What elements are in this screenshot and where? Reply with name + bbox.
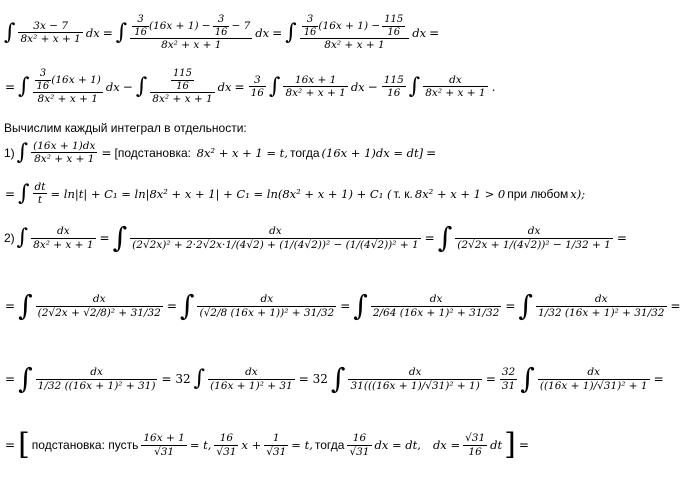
fraction: $\frac{3}{16}$ (16x + 1) − $\frac{115}{16}$ 8x² + x + 1: [300, 14, 410, 51]
fraction: $\frac{\frac{115}{16}}{\text{8x² + x + 1}}$: [152, 68, 213, 105]
equation-line-5: 2) ∫ $\frac{dx}{\text{8x² + x + 1}}$ = ∫ $\frac{dx}{\text{(2√2x)² + 2·2√2x·1/(4√2) + (1/(4√2))² − (1/(4√2))² + 1}}$ = ∫ $\frac{dx}{\text{(2√2x + 1/(4√2))² − 1/32 + 1}}$ =: [4, 221, 627, 254]
integral-sign: ∫: [18, 289, 33, 322]
integral-sign: ∫: [135, 73, 148, 99]
integral-sign: ∫: [353, 289, 368, 322]
integral-sign: ∫: [330, 362, 346, 395]
integral-sign: ∫: [4, 19, 16, 45]
integral-sign: ∫: [437, 221, 453, 254]
fraction: $\frac{3x - 7}{\text{8x² + x + 1}}$: [20, 19, 81, 46]
integral-sign: ∫: [18, 180, 30, 206]
integral-sign: ∫: [112, 221, 128, 254]
integral-sign: ∫: [179, 289, 195, 322]
integral-sign: ∫: [16, 139, 29, 165]
equation-line-8: = [ подстановка: пусть $\frac{16x + 1}{√31}$ = t, $\frac{16}{√31}$ x + $\frac{1}{√31}$ = t, тогда $\frac{16}{√31}$ dx = dt, dx = $\frac{√31}{16}$ dt ] =: [5, 427, 529, 462]
equation-line-4: = ∫ $\frac{dt}{t}$ = ln|t| + C₁ = ln|8x² + x + 1| + C₁ = ln(8x² + x + 1) + C₁ ( т. к. 8x² + x + 1 > 0 при любом x);: [5, 180, 586, 207]
equation-line-6: = ∫ $\frac{dx}{\text{(2√2x + √2/8)² + 31/32}}$ = ∫ $\frac{dx}{\text{(√2/8 (16x + 1))² + 31/32}}$ = ∫ $\frac{dx}{\text{2/64 (16x + 1)² + 31/32}}$ = ∫ $\frac{dx}{\text{1/32 (16x + 1)² + 31/32}}$ =: [5, 289, 681, 322]
equation-line-3: 1) ∫ $\frac{(16x + 1)dx}{\text{8x² + x + 1}}$ = [подстановка: 8x² + x + 1 = t, тогда (16x + 1)dx = dt] =: [4, 139, 437, 166]
fraction: $\frac{3}{16}$ (16x + 1) 8x² + x + 1: [33, 68, 103, 105]
equation-line-2: = ∫ $\frac{3}{16}$ (16x + 1) 8x² + x + 1 dx − ∫ $\frac{\frac{115}{16}}{\text{8x² + x + 1}}$ dx = $\frac{3}{16}$ ∫ $\frac{16x + 1}{\text{8x² + x + 1}}$ dx − $\frac{115}{16}$ ∫ $\frac{dx}{\text{8x² + x + 1}}$ .: [5, 68, 496, 105]
integral-sign: ∫: [268, 73, 281, 99]
integral-sign: ∫: [285, 19, 297, 45]
integral-sign: ∫: [408, 73, 421, 99]
integral-sign: ∫: [115, 19, 128, 45]
fraction: $\frac{3}{16}$ (16x + 1) − $\frac{3}{16}$ − 7 8x² + x + 1: [130, 14, 252, 51]
integral-sign: ∫: [518, 289, 533, 322]
integral-sign: ∫: [16, 225, 29, 250]
section-heading: Вычислим каждый интеграл в отдельности:: [4, 121, 247, 135]
integral-sign: ∫: [18, 362, 33, 395]
integral-sign: ∫: [18, 73, 30, 99]
integral-sign: ∫: [193, 366, 206, 391]
integral-sign: ∫: [520, 362, 535, 395]
equation-line-7: = ∫ $\frac{dx}{\text{1/32 ((16x + 1)² + 31)}}$ = 32 ∫ $\frac{dx}{\text{(16x + 1)² + 31}}$ = 32 ∫ $\frac{dx}{\text{31(((16x + 1)/√31)² + 1)}}$ = $\frac{32}{31}$ ∫ $\frac{dx}{\text{((16x + 1)/√31)² + 1}}$ =: [5, 362, 664, 395]
equation-line-1: ∫ $\frac{3x - 7}{\text{8x² + x + 1}}$ dx = ∫ $\frac{3}{16}$ (16x + 1) − $\frac{3}{16}$ − 7 8x² + x + 1 dx = ∫ $\frac{3}{16}$ (16x + 1) − $\frac{115}{16}$ 8x² + x + 1 dx =: [4, 14, 440, 51]
